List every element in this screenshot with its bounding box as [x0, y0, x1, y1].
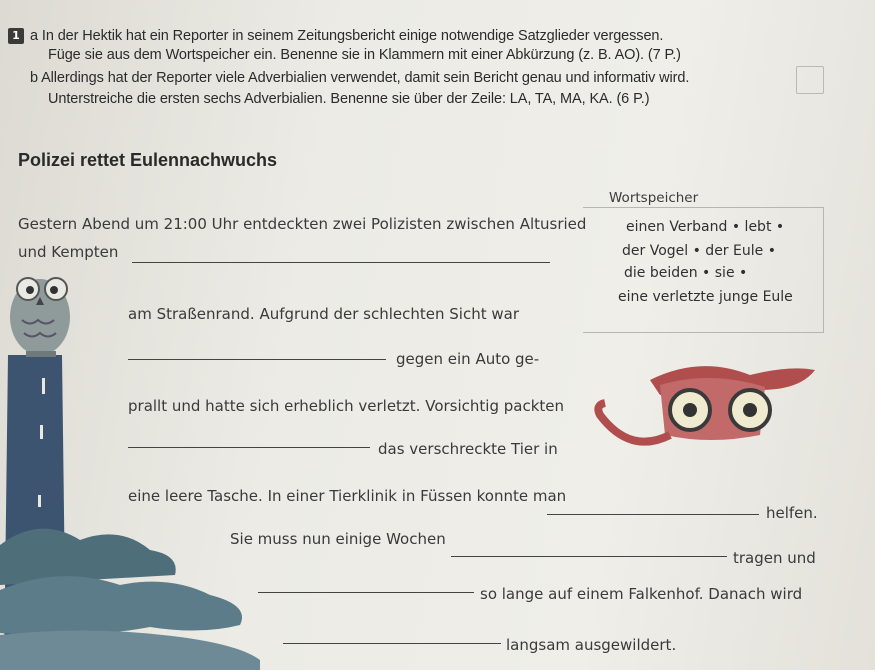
article-line: am Straßenrand. Aufgrund der schlechten Sicht war — [128, 305, 519, 323]
score-checkbox[interactable] — [796, 66, 824, 94]
answer-blank-line[interactable] — [132, 262, 550, 263]
bush-shape — [0, 529, 176, 585]
owl-pupil — [26, 286, 34, 294]
task-b-line2: Unterstreiche die ersten sechs Adverbialien. Benenne sie über der Zeile: LA, TA, MA, KA. (6 P.) — [48, 91, 650, 107]
tower-window — [42, 378, 45, 394]
answer-blank-line[interactable] — [547, 514, 759, 515]
owl-pupil — [50, 286, 58, 294]
article-line: Sie muss nun einige Wochen — [230, 530, 446, 548]
article-line: das verschreckte Tier in — [378, 440, 558, 458]
article-line: eine leere Tasche. In einer Tierklinik in Füssen konnte man — [128, 487, 567, 505]
tower-window — [40, 425, 43, 439]
wortspeicher-line1: einen Verband • lebt • — [626, 219, 785, 235]
article-line: Gestern Abend um 21:00 Uhr entdeckten zwei Polizisten zwischen Altusried — [18, 215, 587, 233]
task-number-badge: 1 — [8, 28, 24, 44]
ground-shape — [0, 630, 260, 670]
task-a-line1: a In der Hektik hat ein Reporter in seinem Zeitungsbericht einige notwendige Satzglieder vergessen. — [30, 28, 664, 44]
bush-shape — [0, 576, 242, 635]
answer-blank-line[interactable] — [258, 592, 474, 593]
owl-pupil — [683, 403, 697, 417]
wortspeicher-line2: der Vogel • der Eule • — [622, 243, 776, 259]
tower-window — [38, 495, 41, 507]
answer-blank-line[interactable] — [451, 556, 727, 557]
owl-feet — [26, 351, 56, 357]
article-line: tragen und — [733, 549, 816, 567]
article-line: und Kempten — [18, 243, 119, 261]
owl-with-glasses-illustration — [590, 345, 820, 465]
article-line: prallt und hatte sich erheblich verletzt. Vorsichtig packten — [128, 397, 564, 415]
wortspeicher-line3: die beiden • sie • — [624, 265, 748, 281]
answer-blank-line[interactable] — [128, 447, 370, 448]
answer-blank-line[interactable] — [283, 643, 501, 644]
task-b-line1: b Allerdings hat der Reporter viele Adverbialien verwendet, damit sein Bericht genau und informativ wird. — [30, 70, 690, 86]
article-line: gegen ein Auto ge- — [396, 350, 540, 368]
wortspeicher-label: Wortspeicher — [609, 190, 699, 206]
article-line: so lange auf einem Falkenhof. Danach wird — [480, 585, 803, 603]
wortspeicher-line4: eine verletzte junge Eule — [618, 289, 793, 305]
article-title: Polizei rettet Eulennachwuchs — [18, 150, 278, 170]
owl-pupil — [743, 403, 757, 417]
article-line: helfen. — [766, 504, 818, 522]
task-a-line2: Füge sie aus dem Wortspeicher ein. Benenne sie in Klammern mit einer Abkürzung (z. B. AO). (7 P.) — [48, 47, 681, 63]
owl-tail — [598, 403, 670, 442]
answer-blank-line[interactable] — [128, 359, 386, 360]
article-line: langsam ausgewildert. — [506, 636, 677, 654]
